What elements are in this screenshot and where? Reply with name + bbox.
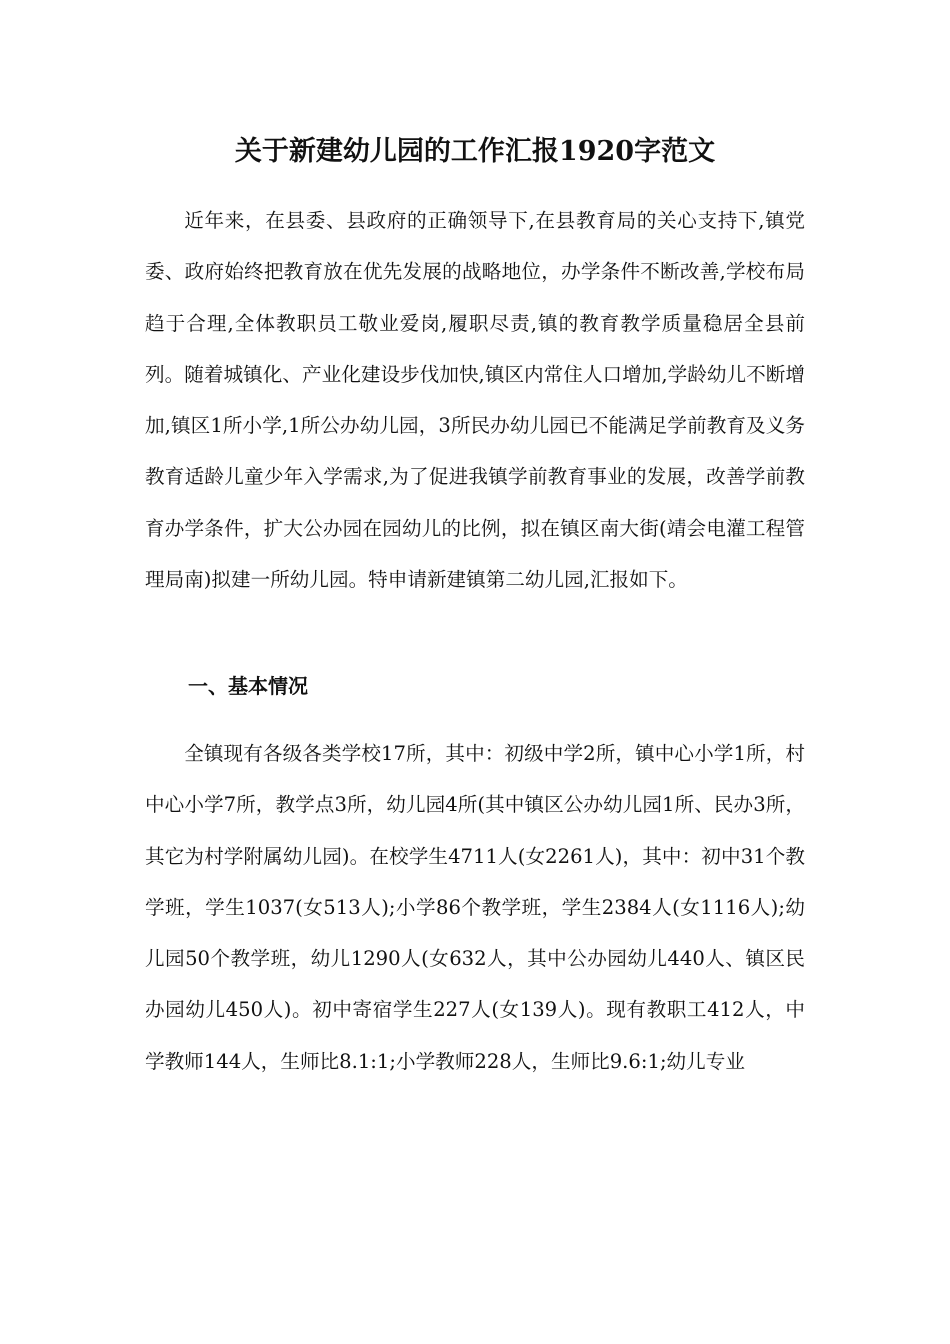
- section-heading-basic-info: 一、基本情况: [188, 674, 308, 698]
- basic-info-paragraph: 全镇现有各级各类学校17所，其中：初级中学2所，镇中心小学1所，村中心小学7所，教学点3所，幼儿园4所(其中镇区公办幼儿园1所、民办3所，其它为村学附属幼儿园)。在校学生4711人(女2261人)，其中：初中31个教学班，学生1037(女513人);小学86个教学班，学生2384人(女1116人);幼儿园50个教学班，幼儿1290人(女632人，其中公办园幼儿440人、镇区民办园幼儿450人)。初中寄宿学生227人(女139人)。现有教职工412人，中学教师144人，生师比8.1:1;小学教师228人，生师比9.6:1;幼儿专业: [145, 742, 805, 1073]
- intro-paragraph: 近年来，在县委、县政府的正确领导下,在县教育局的关心支持下,镇党委、政府始终把教育放在优先发展的战略地位，办学条件不断改善,学校布局趋于合理,全体教职员工敬业爱岗,履职尽责,镇的教育教学质量稳居全县前列。随着城镇化、产业化建设步伐加快,镇区内常住人口增加,学龄幼儿不断增加,镇区1所小学,1所公办幼儿园，3所民办幼儿园已不能满足学前教育及义务教育适龄儿童少年入学需求,为了促进我镇学前教育事业的发展，改善学前教育办学条件，扩大公办园在园幼儿的比例，拟在镇区南大街(靖会电灌工程管理局南)拟建一所幼儿园。特申请新建镇第二幼儿园,汇报如下。: [145, 209, 805, 592]
- document-title: 关于新建幼儿园的工作汇报1920字范文: [234, 136, 716, 167]
